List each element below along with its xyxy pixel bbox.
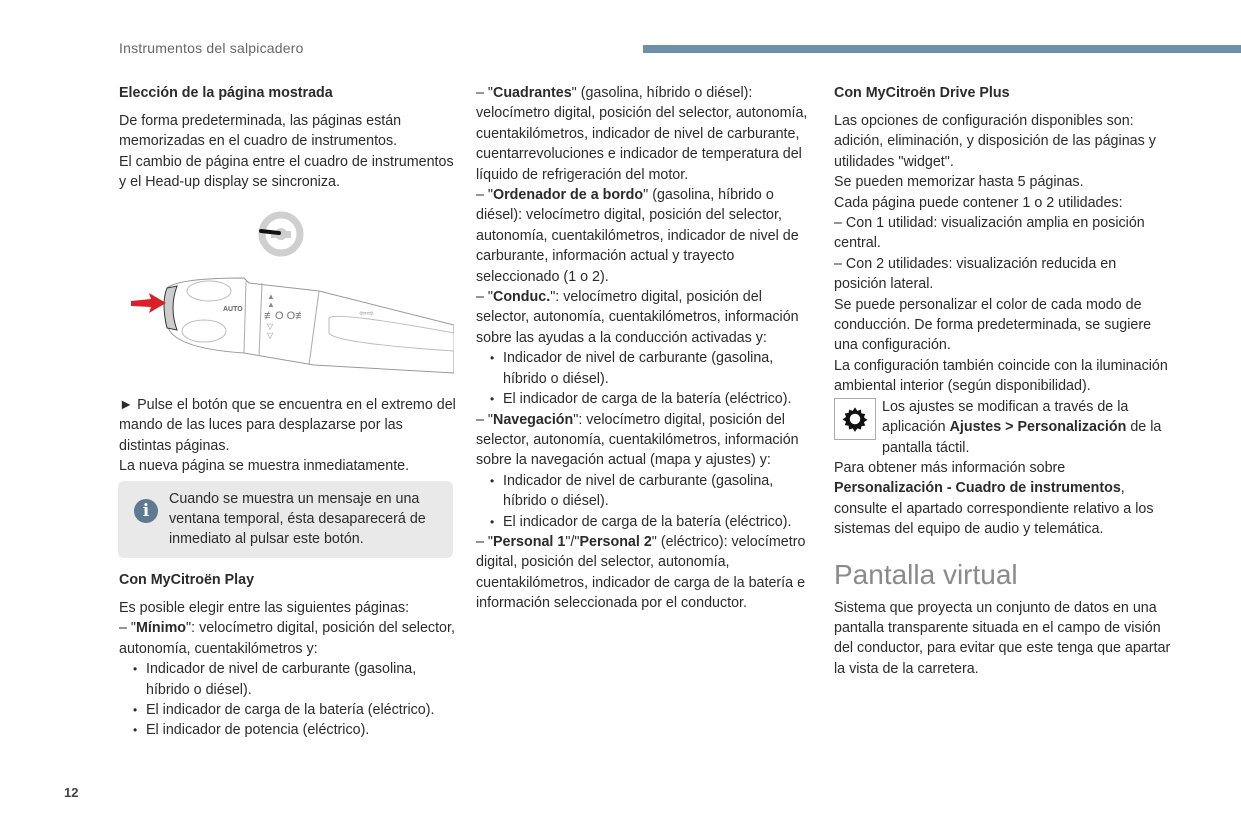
paragraph: De forma predeterminada, las páginas están memorizadas en el cuadro de instrumentos. (119, 113, 402, 150)
list-item: • Indicador de nivel de carburante (gasolina, híbrido o diésel). (146, 659, 457, 700)
svg-text:▲: ▲ (267, 291, 275, 301)
paragraph: La nueva página se muestra inmediatamente. (119, 458, 410, 475)
text: "/" (565, 533, 580, 550)
info-box (118, 481, 453, 558)
page-option-ordenador (476, 185, 814, 287)
text: Para obtener más información sobre (834, 459, 1066, 476)
option-name: Personal 1 (493, 533, 566, 550)
gear-icon (834, 398, 876, 440)
section-title: Pantalla virtual (834, 558, 1018, 590)
page-option-conduc (476, 287, 814, 348)
bullet-list (476, 348, 814, 409)
list-item: • El indicador de carga de la batería (eléctrico). (503, 389, 814, 409)
page-option-cuadrantes (476, 83, 814, 185)
paragraph: Las opciones de configuración disponibles son: adición, eliminación, y disposición de las páginas y utilidades "widget". (834, 113, 1156, 170)
info-text: Cuando se muestra un mensaje en una ventana temporal, ésta desaparecerá de inmediato al pulsar este botón. (169, 490, 426, 548)
column-2 (476, 83, 814, 614)
page-number: 12 (64, 785, 79, 800)
option-name: Personal 2 (579, 533, 652, 550)
text: ": velocímetro digital, posición del selector, autonomía, cuentakilómetros, información sobre la navegación actual (mapa y ajustes) y: (476, 411, 799, 469)
text: – " (476, 85, 493, 101)
option-name: Navegación (493, 411, 574, 428)
section-heading: Con MyCitroën Drive Plus (834, 85, 1010, 101)
paragraph: Cada página puede contener 1 o 2 utilidades: (834, 194, 1123, 211)
text: ": velocímetro digital, posición del selector, autonomía, cuentakilómetros, información sobre las ayudas a la conducción activadas y: (476, 289, 799, 346)
svg-text:▽: ▽ (267, 321, 274, 331)
info-icon: i (134, 499, 158, 523)
header-bar (643, 45, 1241, 53)
page-option-navegacion (476, 410, 814, 471)
running-header: Instrumentos del salpicadero (119, 40, 304, 56)
menu-path: Ajustes > Personalización (949, 419, 1127, 436)
list-item: • Indicador de nivel de carburante (gasolina, híbrido o diésel). (503, 348, 814, 389)
text: – " (476, 533, 493, 550)
option-name: Mínimo (136, 620, 187, 637)
text: – " (119, 620, 136, 637)
text: de la pantalla táctil. (882, 419, 1162, 456)
paragraph: – Con 1 utilidad: visualización amplia en posición central. (834, 215, 1145, 252)
text: " (eléctrico): velocímetro digital, posición del selector, autonomía, cuentakilómetros, indicador de carga de la batería e información seleccionada por el conductor. (476, 533, 806, 612)
light-stalk-illustration (119, 203, 454, 383)
list-item: • El indicador de carga de la batería (eléctrico). (146, 700, 457, 720)
section-heading: Con MyCitroën Play (119, 571, 255, 588)
text: – " (476, 289, 493, 306)
svg-text:▽: ▽ (267, 330, 274, 340)
option-name: Cuadrantes (493, 85, 572, 101)
paragraph: Sistema que proyecta un conjunto de datos en una pantalla transparente situada en el campo de visión del conductor, para evitar que este tenga que apartar la vista de la carretera. (834, 599, 1171, 677)
section-heading: Elección de la página mostrada (119, 85, 333, 101)
option-name: Ordenador de a bordo (493, 187, 644, 204)
list-item: • El indicador de carga de la batería (eléctrico). (503, 512, 814, 532)
paragraph: El cambio de página entre el cuadro de instrumentos y el Head-up display se sincroniza. (119, 153, 454, 191)
option-name: Conduc. (493, 289, 551, 306)
svg-text:AUTO: AUTO (223, 305, 243, 313)
text: " (gasolina, híbrido o diésel): velocímetro digital, posición del selector, autonomía, cuentakilómetros, indicador de nivel de carburante, cuentarrevoluciones e indicador de temperatura del líquido de refrigeración del motor. (476, 85, 808, 183)
text: ": velocímetro digital, posición del selector, autonomía, cuentakilómetros y: (119, 620, 455, 657)
steering-wheel-icon (261, 215, 300, 253)
red-arrow-icon (131, 293, 166, 313)
text: " (gasolina, híbrido o diésel): velocímetro digital, posición del selector, autonomía, cuentakilómetros, indicador de nivel de carburante, información actual y trayecto seleccionado (1 o 2). (476, 187, 799, 285)
instruction-step: ► Pulse el botón que se encuentra en el extremo del mando de las luces para desplazarse por las distintas páginas. (119, 397, 456, 454)
svg-text:▲: ▲ (267, 299, 275, 309)
paragraph: Es posible elegir entre las siguientes páginas: (119, 599, 410, 616)
svg-text:⇦⇨: ⇦⇨ (359, 307, 375, 318)
text: , consulte el apartado correspondiente relativo a los sistemas del equipo de audio y telemática. (834, 480, 1154, 538)
paragraph: Se puede personalizar el color de cada modo de conducción. De forma predeterminada, se sugiere una configuración. (834, 296, 1152, 354)
paragraph: – Con 2 utilidades: visualización reducida en posición lateral. (834, 255, 1117, 293)
text: – " (476, 187, 493, 204)
paragraph: Se pueden memorizar hasta 5 páginas. (834, 174, 1084, 191)
page-option-personal (476, 532, 814, 614)
text: Los ajustes se modifican a través de la aplicación (882, 398, 1129, 436)
settings-note (834, 397, 1172, 458)
paragraph: La configuración también coincide con la iluminación ambiental interior (según disponibilidad). (834, 357, 1168, 395)
svg-text:≢O O≢: ≢O O≢ (264, 309, 307, 322)
text: – " (476, 411, 493, 428)
page-option-minimo (119, 618, 457, 659)
list-item: • Indicador de nivel de carburante (gasolina, híbrido o diésel). (503, 471, 814, 512)
bullet-list (119, 659, 457, 741)
column-1 (119, 83, 457, 741)
list-item: • El indicador de potencia (eléctrico). (146, 720, 457, 740)
column-3 (834, 83, 1172, 679)
reference: Personalización - Cuadro de instrumentos (834, 480, 1121, 497)
more-info (834, 458, 1172, 540)
bullet-list (476, 471, 814, 532)
